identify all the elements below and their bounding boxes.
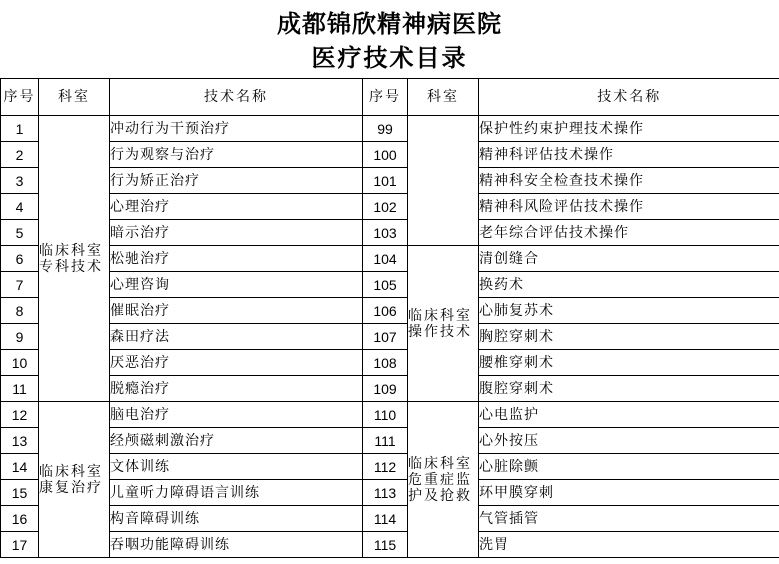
table-row: [1, 506, 779, 532]
table-row: [1, 246, 779, 272]
tech-name: 行为观察与治疗: [110, 142, 363, 168]
tech-name: 换药术: [479, 272, 779, 298]
seq-number: 16: [1, 506, 39, 532]
seq-number: 9: [1, 324, 39, 350]
seq-number: 7: [1, 272, 39, 298]
seq-number: 15: [1, 480, 39, 506]
tech-name: 洗胃: [479, 532, 779, 558]
table-row: [1, 454, 779, 480]
seq-number: 8: [1, 298, 39, 324]
seq-number: 108: [363, 350, 408, 376]
table-row: [1, 272, 779, 298]
seq-number: 103: [363, 220, 408, 246]
table-row: [1, 324, 779, 350]
dept-cell: 临床科室操作技术: [408, 246, 479, 402]
tech-name: 心外按压: [479, 428, 779, 454]
header-row: [1, 79, 779, 116]
table-row: [1, 194, 779, 220]
seq-number: 2: [1, 142, 39, 168]
tech-name: 腰椎穿刺术: [479, 350, 779, 376]
table-row: [1, 376, 779, 402]
seq-number: 110: [363, 402, 408, 428]
seq-number: 11: [1, 376, 39, 402]
seq-number: 14: [1, 454, 39, 480]
tech-name: 森田疗法: [110, 324, 363, 350]
tech-name: 环甲膜穿刺: [479, 480, 779, 506]
table-row: [1, 402, 779, 428]
tech-name: 精神科风险评估技术操作: [479, 194, 779, 220]
seq-number: 13: [1, 428, 39, 454]
tech-name: 经颅磁刺激治疗: [110, 428, 363, 454]
tech-name: 构音障碍训练: [110, 506, 363, 532]
header-seq-right: 序号: [363, 79, 408, 116]
dept-cell: 临床科室危重症监护及抢救: [408, 402, 479, 558]
seq-number: 4: [1, 194, 39, 220]
seq-number: 115: [363, 532, 408, 558]
tech-name: 胸腔穿刺术: [479, 324, 779, 350]
tech-name: 行为矫正治疗: [110, 168, 363, 194]
catalog-body: [1, 116, 779, 558]
table-row: [1, 480, 779, 506]
tech-name: 儿童听力障碍语言训练: [110, 480, 363, 506]
header-seq-left: 序号: [1, 79, 39, 116]
hospital-title: 成都锦欣精神病医院: [277, 9, 502, 38]
tech-name: 文体训练: [110, 454, 363, 480]
seq-number: 104: [363, 246, 408, 272]
tech-catalog-table: [0, 78, 779, 558]
tech-name: 老年综合评估技术操作: [479, 220, 779, 246]
seq-number: 3: [1, 168, 39, 194]
tech-name: 吞咽功能障碍训练: [110, 532, 363, 558]
table-row: [1, 298, 779, 324]
tech-name: 心理咨询: [110, 272, 363, 298]
dept-cell: 临床科室专科技术: [39, 116, 110, 402]
seq-number: 109: [363, 376, 408, 402]
header-dept-right: 科室: [408, 79, 479, 116]
tech-name: 精神科安全检查技术操作: [479, 168, 779, 194]
seq-number: 17: [1, 532, 39, 558]
seq-number: 102: [363, 194, 408, 220]
tech-name: 保护性约束护理技术操作: [479, 116, 779, 142]
seq-number: 6: [1, 246, 39, 272]
seq-number: 101: [363, 168, 408, 194]
table-row: [1, 532, 779, 558]
tech-name: 清创缝合: [479, 246, 779, 272]
tech-name: 心脏除颤: [479, 454, 779, 480]
table-row: [1, 168, 779, 194]
seq-number: 113: [363, 480, 408, 506]
seq-number: 105: [363, 272, 408, 298]
seq-number: 100: [363, 142, 408, 168]
seq-number: 10: [1, 350, 39, 376]
seq-number: 114: [363, 506, 408, 532]
table-row: [1, 428, 779, 454]
seq-number: 112: [363, 454, 408, 480]
tech-name: 腹腔穿刺术: [479, 376, 779, 402]
tech-name: 暗示治疗: [110, 220, 363, 246]
tech-name: 脱瘾治疗: [110, 376, 363, 402]
header-tech-left: 技术名称: [110, 79, 363, 116]
tech-name: 心肺复苏术: [479, 298, 779, 324]
tech-name: 心电监护: [479, 402, 779, 428]
seq-number: 111: [363, 428, 408, 454]
dept-cell: [408, 116, 479, 246]
tech-name: 脑电治疗: [110, 402, 363, 428]
seq-number: 107: [363, 324, 408, 350]
table-row: [1, 116, 779, 142]
table-row: [1, 350, 779, 376]
catalog-title: 医疗技术目录: [311, 43, 468, 72]
tech-name: 精神科评估技术操作: [479, 142, 779, 168]
header-dept-left: 科室: [39, 79, 110, 116]
dept-cell: 临床科室康复治疗: [39, 402, 110, 558]
seq-number: 5: [1, 220, 39, 246]
table-row: [1, 220, 779, 246]
table-row: [1, 142, 779, 168]
tech-name: 冲动行为干预治疗: [110, 116, 363, 142]
tech-name: 心理治疗: [110, 194, 363, 220]
header-tech-right: 技术名称: [479, 79, 779, 116]
title-block: [0, 0, 779, 76]
seq-number: 12: [1, 402, 39, 428]
tech-name: 松驰治疗: [110, 246, 363, 272]
tech-name: 催眠治疗: [110, 298, 363, 324]
seq-number: 1: [1, 116, 39, 142]
seq-number: 99: [363, 116, 408, 142]
seq-number: 106: [363, 298, 408, 324]
tech-name: 气管插管: [479, 506, 779, 532]
tech-name: 厌恶治疗: [110, 350, 363, 376]
